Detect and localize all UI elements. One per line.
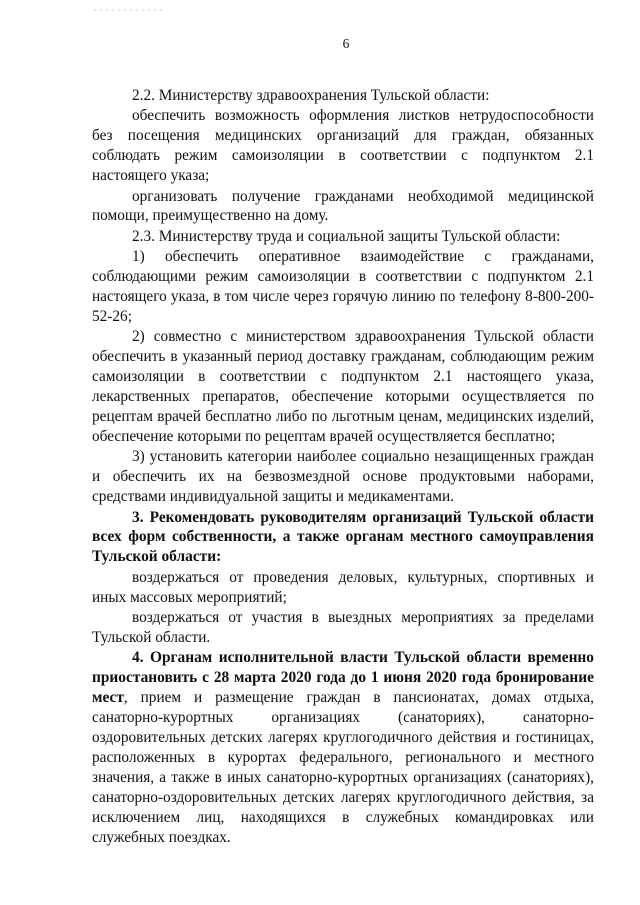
section-3-title: 3. Рекомендовать руководителям организаций Тульской области всех форм собственности, а также органам местного самоуправления Тульской области: — [92, 508, 594, 566]
page-number: 6 — [342, 36, 350, 51]
scan-artifact — [92, 8, 164, 12]
paragraph-refrain-events: воздержаться от проведения деловых, культурных, спортивных и иных массовых мероприятий; — [92, 568, 594, 606]
paragraph-refrain-travel: воздержаться от участия в выездных мероприятиях за пределами Тульской области. — [92, 609, 594, 646]
paragraph-hotline: 1) обеспечить оперативное взаимодействие с гражданами, соблюдающими режим самоизоляции в соответствии с подпунктом 2.1 настоящего указа, в том числе через горячую линию по телефону 8-800-200-52-26; — [92, 248, 594, 325]
paragraph-2-3-heading: 2.3. Министерству труда и социальной защиты Тульской области: — [132, 227, 561, 245]
section-4-text: , прием и размещение граждан в пансионатах, домах отдыха, санаторно-курортных организациях (санаториях), санаторно-оздоровительных детских лагерях круглогодичного действия и гостиницах, расположенных в курортах федерального, регионального и местного значения, а также в иных санаторно-курортных организациях (санаториях), санаторно-оздоровительных детских лагерях круглогодичного действия, за исключением лиц, находящихся в служебных командировках или служебных поездках. — [92, 689, 594, 846]
paragraph-2-2-heading: 2.2. Министерству здравоохранения Тульской области: — [132, 87, 490, 104]
section-4-paragraph — [92, 648, 594, 847]
paragraph-medicine-delivery: 2) совместно с министерством здравоохранения Тульской области обеспечить в указанный период доставку гражданам, соблюдающим режим самоизоляции в соответствии с подпунктом 2.1 настоящего указа, лекарственных препаратов, обеспечение которыми осуществляется по рецептам врачей бесплатно либо по льготным ценам, медицинских изделий, обеспечение которыми по рецептам врачей осуществляется бесплатно; — [92, 328, 594, 445]
document-body — [92, 86, 594, 847]
paragraph-medical-care: организовать получение гражданами необходимой медицинской помощи, преимущественно на дому. — [92, 187, 594, 225]
paragraph-food-sets: 3) установить категории наиболее социально незащищенных граждан и обеспечить их на безвозмездной основе продуктовыми наборами, средствами индивидуальной защиты и медикаментами. — [92, 448, 594, 506]
paragraph-sick-leave: обеспечить возможность оформления листков нетрудоспособности без посещения медицинских организаций для граждан, обязанных соблюдать режим самоизоляции в соответствии с подпунктом 2.1 настоящего указа; — [92, 107, 594, 185]
section-4-title: 4. Органам исполнительной власти Тульской области временно приостановить с 28 марта 2020 года до 1 июня 2020 года бронирование мест — [92, 649, 594, 707]
